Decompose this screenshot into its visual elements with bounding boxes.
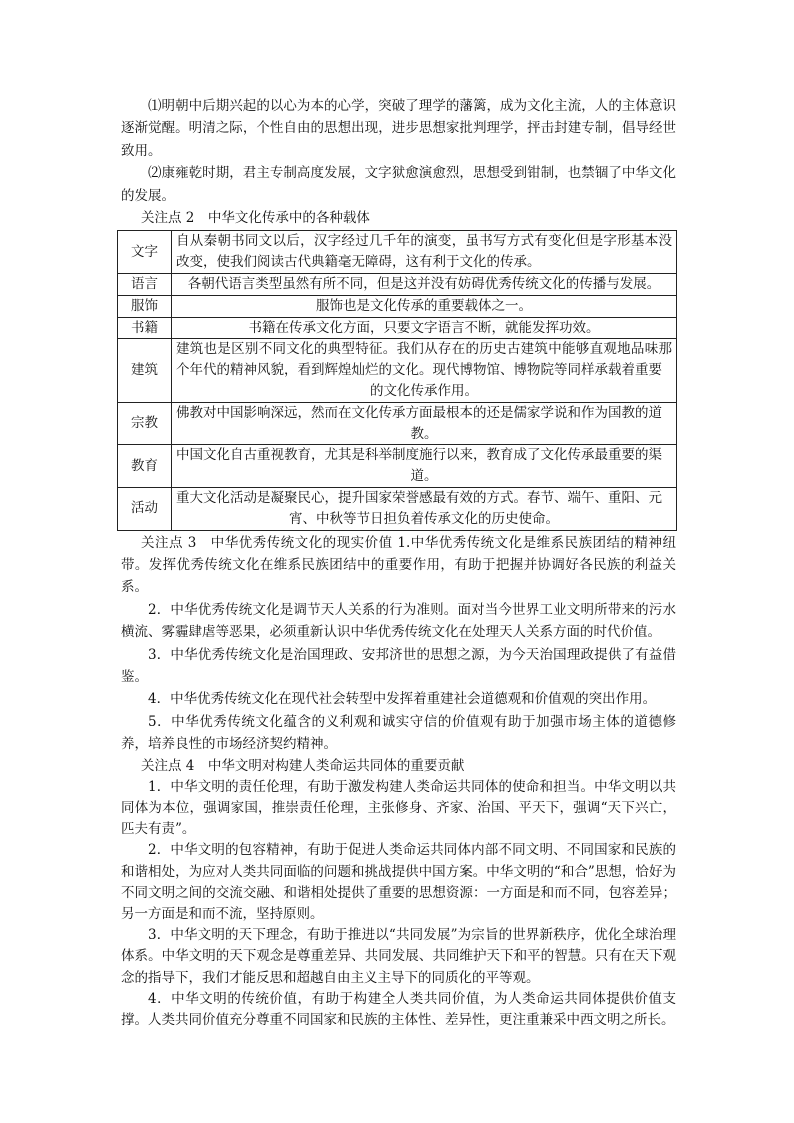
row-text: 服饰也是文化传承的重要载体之一。: [172, 295, 677, 317]
row-label: 文字: [118, 231, 172, 274]
table-row: [118, 231, 677, 274]
row-text: 自从秦朝书同文以后，汉字经过几千年的演变，虽书写方式有变化但是字形基本没改变，使我们阅读古代典籍毫无障碍，这有利于文化的传承。: [172, 231, 677, 274]
table-row: [118, 445, 677, 488]
table-row: [118, 274, 677, 296]
focus3-item: 3．中华优秀传统文化是治国理政、安邦济世的思想之源，为今天治国理政提供了有益借鉴。: [121, 646, 676, 686]
table-row: [118, 402, 677, 445]
table-row: [118, 317, 677, 339]
intro-paragraph-1: ⑴明朝中后期兴起的以心为本的心学，突破了理学的藩篱，成为文化主流，人的主体意识逐渐觉醒。明清之际，个性自由的思想出现，进步思想家批判理学，抨击封建专制，倡导经世致用。: [121, 98, 676, 159]
row-label: 服饰: [118, 295, 172, 317]
row-text: 书籍在传承文化方面，只要文字语言不断，就能发挥功效。: [172, 317, 677, 339]
focus4-heading: 关注点 4 中华文明对构建人类命运共同体的重要贡献: [141, 757, 465, 774]
focus4-item: 2．中华文明的包容精神，有助于促进人类命运共同体内部不同文明、不同国家和民族的和谐相处，为应对人类共同面临的问题和挑战提供中国方案。中华文明的“和合”思想，恰好为不同文明之间的交流交融、和谐相处提供了重要的思想资源：一方面是和而不同，包容差异；另一方面是和而不流，坚持原则。: [121, 842, 676, 923]
row-text: 建筑也是区别不同文化的典型特征。我们从存在的历史古建筑中能够直观地品味那个年代的精神风貌，看到辉煌灿烂的文化。现代博物馆、博物院等同样承载着重要 的文化传承作用。: [172, 339, 677, 402]
focus3-item: 4．中华优秀传统文化在现代社会转型中发挥着重建社会道德观和价值观的突出作用。: [148, 691, 657, 708]
row-label: 活动: [118, 488, 172, 531]
row-label: 宗教: [118, 402, 172, 445]
focus4-item: 4．中华文明的传统价值，有助于构建全人类共同价值，为人类命运共同体提供价值支撑。人类共同价值充分尊重不同国家和民族的主体性、差异性，更注重兼采中西文明之所长。: [121, 990, 676, 1029]
document-page: [121, 95, 676, 1031]
focus4-item: 1．中华文明的责任伦理，有助于激发构建人类命运共同体的使命和担当。中华文明以共同体为本位，强调家国，推崇责任伦理，主张修身、齐家、治国、平天下，强调“天下兴亡，匹夫有责”。: [121, 778, 676, 838]
row-text: 各朝代语言类型虽然有所不同，但是这并没有妨碍优秀传统文化的传播与发展。: [172, 274, 677, 296]
row-label: 教育: [118, 445, 172, 488]
focus4-item: 3．中华文明的天下理念，有助于推进以“共同发展”为宗旨的世界新秩序，优化全球治理体系。中华文明的天下观念是尊重差异、共同发展、共同维护天下和平的智慧。只有在天下观念的指导下，我们才能反思和超越自由主义主导下的同质化的平等观。: [121, 927, 676, 986]
row-text: 中国文化自古重视教育，尤其是科举制度施行以来，教育成了文化传承最重要的渠 道。: [172, 445, 677, 488]
focus3-paragraph: 关注点 3 中华优秀传统文化的现实价值 1.中华优秀传统文化是维系民族团结的精神纽带。发挥优秀传统文化在维系民族团结中的重要作用，有助于把握并协调好各民族的利益关系。: [121, 534, 676, 596]
focus3-item: 5．中华优秀传统文化蕴含的义利观和诚实守信的价值观有助于加强市场主体的道德修养，培养良性的市场经济契约精神。: [121, 713, 676, 753]
row-text: 佛教对中国影响深远，然而在文化传承方面最根本的还是儒家学说和作为国教的道 教。: [172, 402, 677, 445]
table-row: [118, 295, 677, 317]
row-label: 建筑: [118, 339, 172, 402]
focus3-item: 2．中华优秀传统文化是调节天人关系的行为准则。面对当今世界工业文明所带来的污水横流、雾霾肆虐等恶果，必须重新认识中华优秀传统文化在处理天人关系方面的时代价值。: [121, 601, 676, 641]
focus2-heading: 关注点 2 中华文化传承中的各种载体: [141, 210, 370, 227]
carrier-table: [117, 230, 677, 530]
row-label: 书籍: [118, 317, 172, 339]
intro-paragraph-2: ⑵康雍乾时期，君主专制高度发展，文字狱愈演愈烈，思想受到钳制，也禁锢了中华文化的发展。: [121, 165, 676, 204]
row-text: 重大文化活动是凝聚民心，提升国家荣誉感最有效的方式。春节、端午、重阳、元 宵、中秋等节日担负着传承文化的历史使命。: [172, 488, 677, 531]
table-row: [118, 488, 677, 531]
table-row: [118, 339, 677, 402]
row-label: 语言: [118, 274, 172, 296]
